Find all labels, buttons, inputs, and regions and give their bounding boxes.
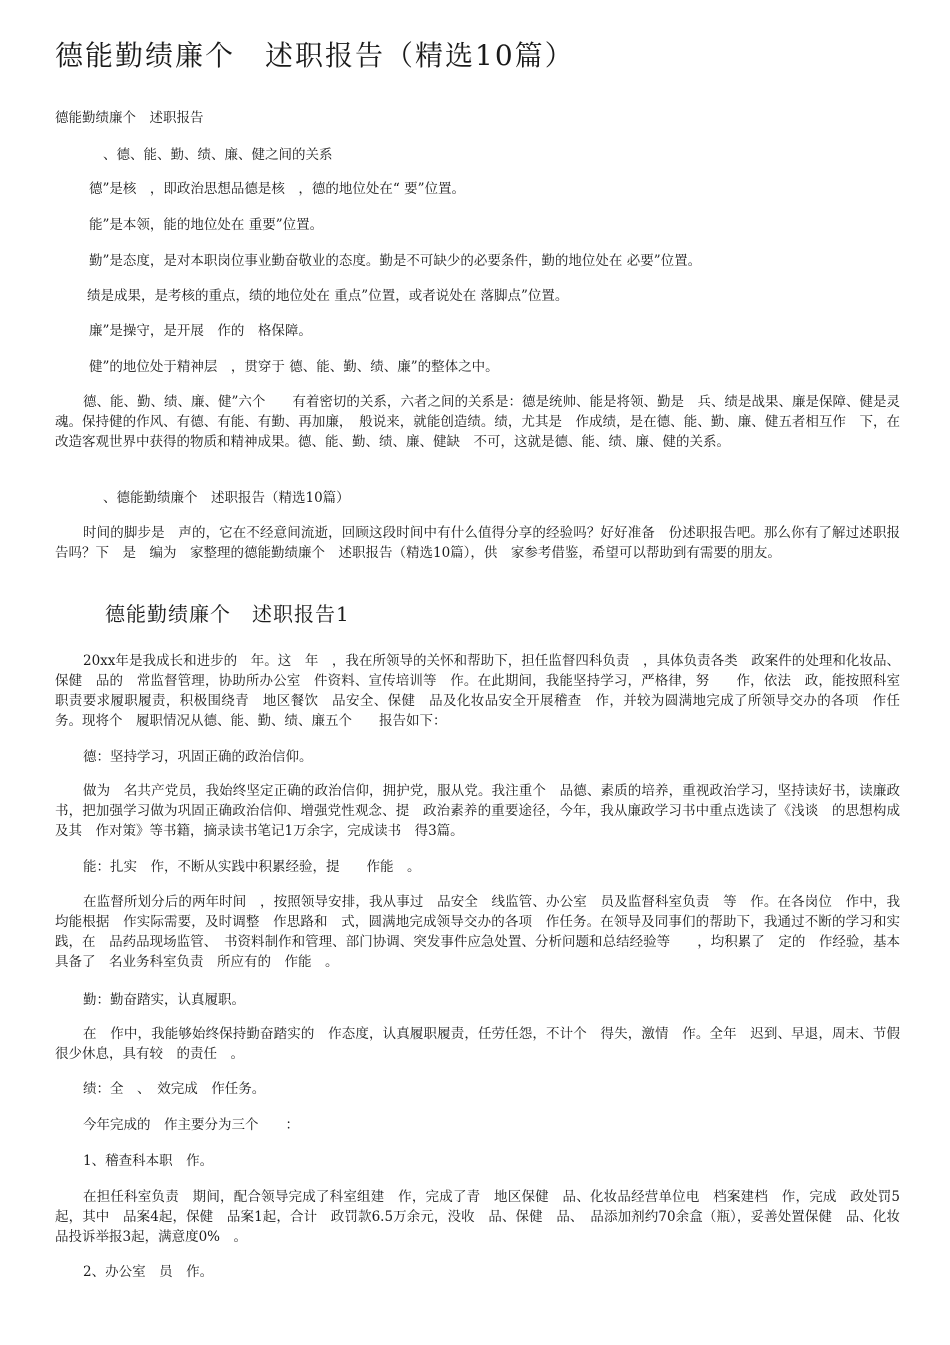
- paragraph-de: 德”是核 ，即政治思想品德是核 ，德的地位处在“ 要”位置。: [89, 181, 465, 197]
- paragraph-neng-content: 在监督所划分后的两年时间 ，按照领导安排，我从事过 品安全 线监管、办公室 员及监督科室负责 等 作。在各岗位 作中，我均能根据 作实际需要，及时调整 作思路和 式，圆满地完成领导交办的各项 作任务。在领导及同事们的帮助下，我通过不断的学习和实践，在 品药品现场监管、 书资料制作和管理、部门协调、突发事件应急处置、分析问题和总结经验等 ，均积累了 定的 作经验，基本具备了 名业务科室负责 所应有的 作能 。: [55, 894, 900, 970]
- paragraph-neng-heading: 能：扎实 作，不断从实践中积累经验，提 作能 。: [83, 859, 421, 875]
- paragraph-intro: 时间的脚步是 声的，它在不经意间流逝，回顾这段时间中有什么值得分享的经验吗？好好准备 份述职报告吧。那么你有了解过述职报告吗？下 是 编为 家整理的德能勤绩廉个 述职报告（精选10篇），供 家参考借鉴，希望可以帮助到有需要的朋友。: [55, 525, 900, 561]
- paragraph-qin-content: 在 作中，我能够始终保持勤奋踏实的 作态度，认真履职履责，任劳任怨，不计个 得失，激情 作。全年 迟到、早退，周末、节假 很少休息，具有较 的责任 。: [55, 1026, 914, 1062]
- paragraph-ji: 绩是成果，是考核的重点，绩的地位处在 重点”位置，或者说处在 落脚点”位置。: [87, 288, 569, 304]
- paragraph-item-1: 1、稽查科本职 作。: [83, 1153, 214, 1169]
- paragraph-item-1-content: 在担任科室负责 期间，配合领导完成了科室组建 作，完成了青 地区保健 品、化妆品经营单位电 档案建档 作，完成 政处罚5起，其中 品案4起，保健 品案1起，合计 政罚款6.5万余元，没收 品、保健 品、 品添加剂约70余盒（瓶），妥善处置保健 品、化妆品投诉举报3起，满意度0% 。: [55, 1189, 900, 1245]
- heading-report-list: 、德能勤绩廉个 述职报告（精选10篇）: [103, 490, 350, 506]
- paragraph-qin: 勤”是态度，是对本职岗位事业勤奋敬业的态度。勤是不可缺少的必要条件，勤的地位处在 必要”位置。: [89, 253, 702, 269]
- paragraph-ji-heading: 绩：全 、 效完成 作任务。: [83, 1081, 266, 1097]
- paragraph-relations: 德、能、勤、绩、廉、健”六个 有着密切的关系，六者之间的关系是：德是统帅、能是将领、勤是 兵、绩是战果、廉是保障、健是灵魂。保持健的作风、有德、有能、有勤、再加廉， 般说来，就能创造绩。绩，尤其是 作成绩，是在德、能、勤、廉、健五者相互作 下，在改造客观世界中获得的物质和精神成果。德、能、勤、绩、廉、健缺 不可，这就是德、能、绩、廉、健的关系。: [55, 394, 900, 450]
- document-title: 德能勤绩廉个 述职报告（精选10篇）: [55, 39, 575, 72]
- heading-relations: 、德、能、勤、绩、廉、健之间的关系: [103, 147, 333, 163]
- paragraph-report-intro: 20xx年是我成长和进步的 年。这 年 ，我在所领导的关怀和帮助下，担任监督四科负责 ，具体负责各类 政案件的处理和化妆品、保健 品的 常监督管理，协助所办公室 件资料、宣传培训等 作。在此期间，我能坚持学习，严格律，努 作，依法 政，能按照科室职责要求履职履责，积极围绕青 地区餐饮 品安全、保健 品及化妆品安全开展稽查 作，并较为圆满地完成了所领导交办的各项 作任务。现将个 履职情况从德、能、勤、绩、廉五个 报告如下：: [55, 653, 900, 729]
- document-subtitle: 德能勤绩廉个 述职报告: [55, 110, 204, 126]
- paragraph-de-content: 做为 名共产党员，我始终坚定正确的政治信仰，拥护党，服从党。我注重个 品德、素质的培养，重视政治学习，坚持读好书，读廉政书，把加强学习做为巩固正确政治信仰、增强党性观念、提 政治素养的重要途径，今年，我从廉政学习书中重点选读了《浅谈 的思想构成及其 作对策》等书籍，摘录读书笔记1万余字，完成读书 得3篇。: [55, 783, 900, 839]
- paragraph-jian: 健”的地位处于精神层 ，贯穿于 德、能、勤、绩、廉”的整体之中。: [89, 359, 499, 375]
- paragraph-work-summary: 今年完成的 作主要分为三个 ：: [83, 1117, 299, 1133]
- paragraph-qin-heading: 勤：勤奋踏实，认真履职。: [83, 992, 245, 1008]
- section-title: 德能勤绩廉个 述职报告1: [105, 602, 350, 626]
- paragraph-lian: 廉”是操守，是开展 作的 格保障。: [89, 323, 312, 339]
- paragraph-item-2: 2、办公室 员 作。: [83, 1264, 214, 1280]
- paragraph-neng: 能”是本领，能的地位处在 重要”位置。: [89, 217, 324, 233]
- paragraph-de-heading: 德：坚持学习，巩固正确的政治信仰。: [83, 749, 313, 765]
